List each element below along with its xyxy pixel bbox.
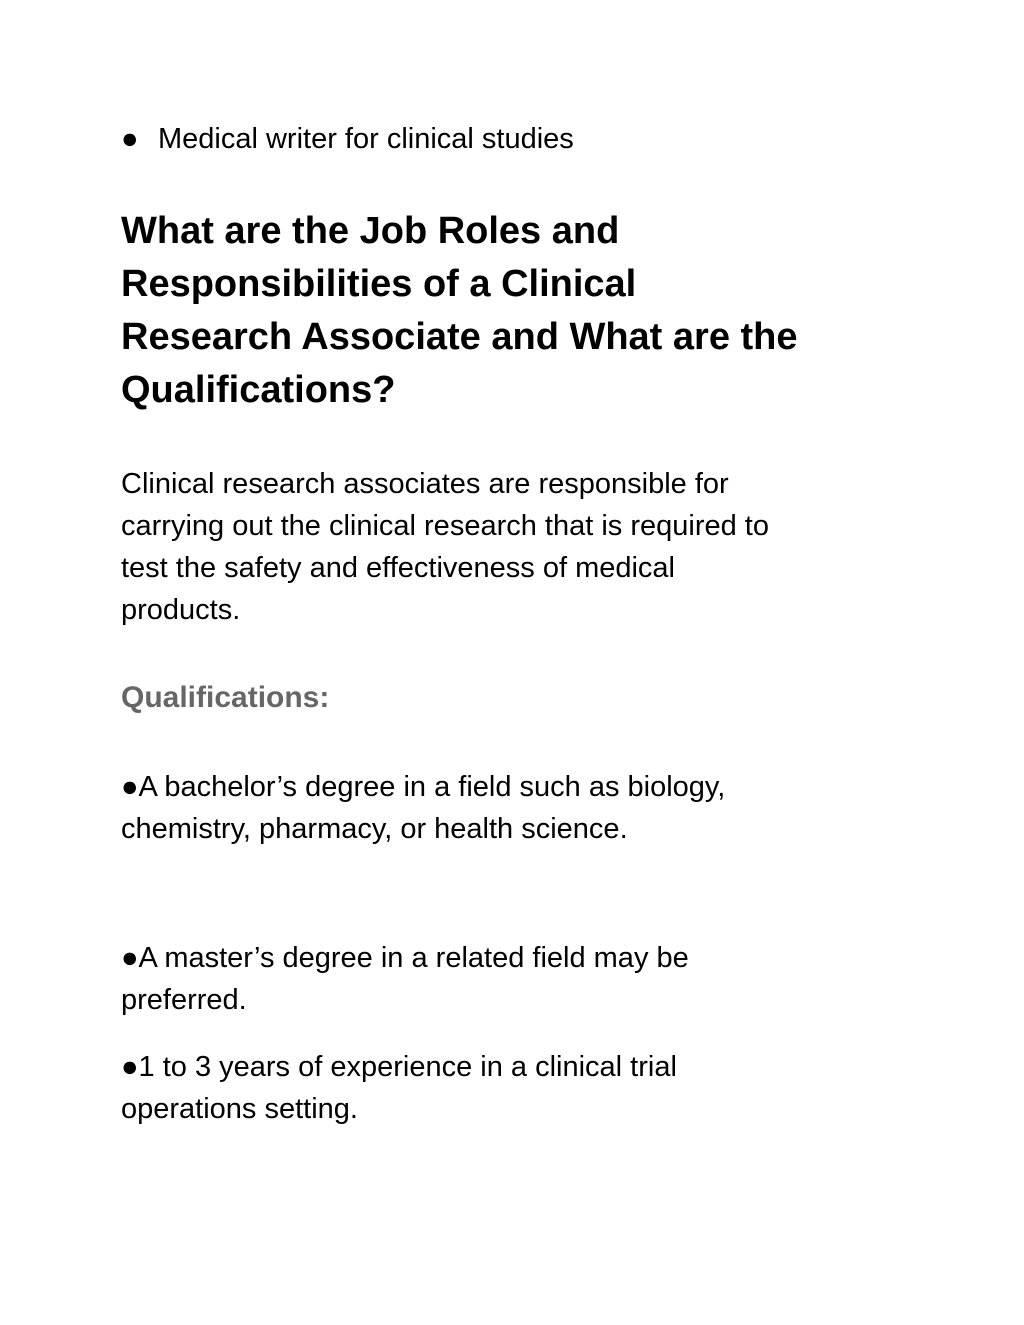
section-heading: What are the Job Roles and Responsibilities of a Clinical Research Associate and What are the Qualifications? (121, 210, 798, 411)
qualification-item: ●A bachelor’s degree in a field such as biology, chemistry, pharmacy, or health science. (121, 771, 726, 845)
intro-paragraph: Clinical research associates are responsible for carrying out the clinical research that is required to test the safety and effectiveness of medical products. (121, 468, 769, 626)
list-item-text: Medical writer for clinical studies (158, 123, 574, 155)
bullet-icon: ● (121, 123, 139, 155)
qualification-item: ●A master’s degree in a related field may be preferred. (121, 942, 689, 1016)
list-item (121, 121, 574, 157)
qualification-item: ●1 to 3 years of experience in a clinical trial operations setting. (121, 1051, 677, 1125)
qualifications-heading: Qualifications: (121, 681, 330, 714)
